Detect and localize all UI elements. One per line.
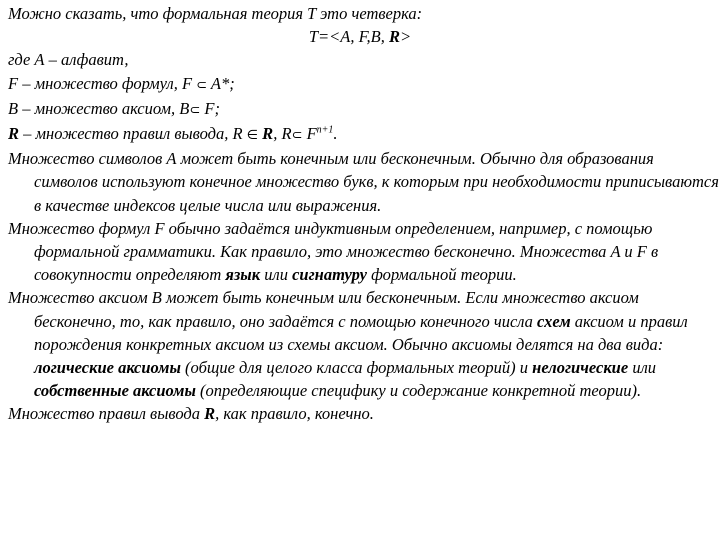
subset-symbol: ⊂ xyxy=(189,102,201,118)
paragraph-axioms: Множество аксиом B может быть конечным или бесконечным. Если множество аксиом бесконечно, то, как правило, оно задаётся с помощью конечного числа схем аксиом и правил порождения конкретных аксиом из схемы аксиом. Обычно аксиомы делятся на два вида: логические аксиомы (общие для целого класса формальных теорий) и нелогические или собственные аксиомы (определяющие специфику и содержание конкретной теории). xyxy=(8,288,688,401)
definition-formulas: F – множество формул, F ⊂ A*; xyxy=(8,73,235,93)
intro-line: Можно сказать, что формальная теория T это четверка: xyxy=(8,4,423,23)
definition-alphabet: где А – алфавит, xyxy=(8,50,129,70)
paragraph-formulas: Множество формул F обычно задаётся индуктивным определением, например, с помощью формальной грамматики. Как правило, это множество бесконечно. Множества A и F в совокупности определяют язык или сигнатуру формальной теории. xyxy=(8,218,659,285)
element-of-symbol: ∈ xyxy=(246,128,259,144)
subset-symbol: ⊂ xyxy=(196,77,208,93)
subset-symbol: ⊂ xyxy=(291,128,303,144)
last-line: Множество правил вывода R, как правило, конечно. xyxy=(8,404,374,424)
paragraph-symbols: Множество символов А может быть конечным или бесконечным. Обычно для образования символов используют конечное множество букв, к которым при необходимости приписываются в качестве индексов целые числа или выражения. xyxy=(8,149,719,215)
theory-formula: T=<A, F,B, R> xyxy=(308,27,412,47)
definition-axioms: B – множество аксиом, B⊂ F; xyxy=(8,98,220,118)
definition-rules: R – множество правил вывода, R ∈ R, R⊂ $F^{n+1}$. xyxy=(8,124,338,144)
